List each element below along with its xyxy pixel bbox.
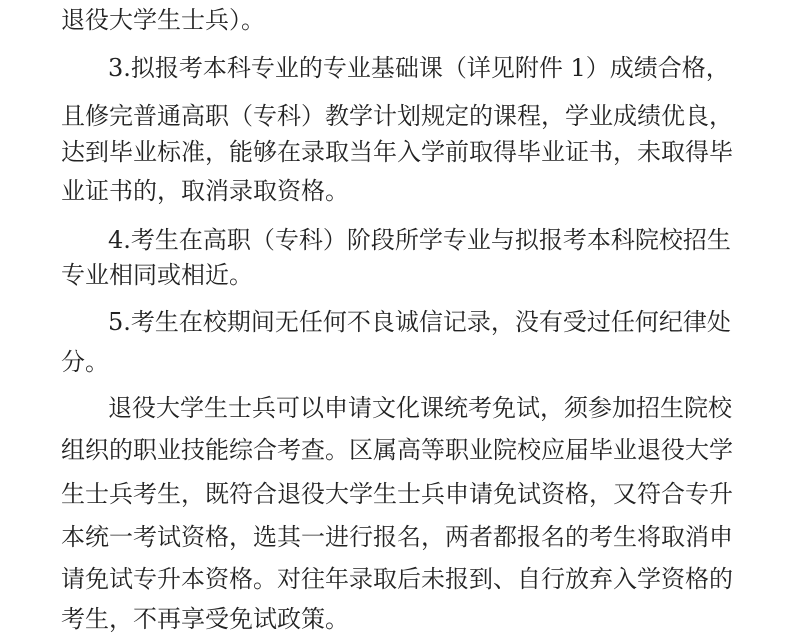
text-line: 考生，不再享受免试政策。 — [61, 605, 349, 633]
item-5-line: 5.考生在校期间无任何不良诚信记录，没有受过任何纪律处 — [108, 308, 731, 336]
text-line: 专业相同或相近。 — [61, 261, 253, 289]
item-3-line: 3.拟报考本科专业的专业基础课（详见附件 1）成绩合格， — [108, 54, 730, 82]
text-line: 请免试专升本资格。对往年录取后未报到、自行放弃入学资格的 — [61, 565, 733, 593]
text-line: 组织的职业技能综合考查。区属高等职业院校应届毕业退役大学 — [61, 436, 733, 464]
text-line: 退役大学生士兵）。 — [61, 6, 265, 34]
text-line: 分。 — [61, 348, 109, 376]
text-line: 达到毕业标准，能够在录取当年入学前取得毕业证书，未取得毕 — [61, 138, 733, 166]
text-line: 业证书的，取消录取资格。 — [61, 177, 349, 205]
text-line: 生士兵考生，既符合退役大学生士兵申请免试资格，又符合专升 — [61, 480, 733, 508]
text-line: 本统一考试资格，选其一进行报名，两者都报名的考生将取消申 — [61, 523, 733, 551]
paragraph-start-line: 退役大学生士兵可以申请文化课统考免试，须参加招生院校 — [108, 394, 732, 422]
text-line: 且修完普通高职（专科）教学计划规定的课程，学业成绩优良， — [61, 102, 733, 130]
item-4-line: 4.考生在高职（专科）阶段所学专业与拟报考本科院校招生 — [108, 226, 731, 254]
